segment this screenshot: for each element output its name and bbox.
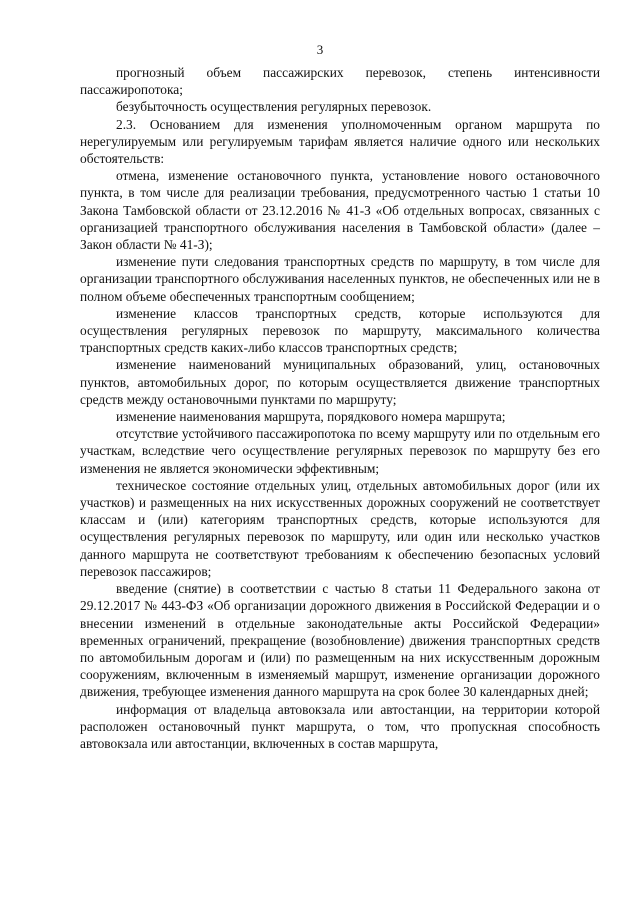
paragraph-stop-change: отмена, изменение остановочного пункта, установление нового остановочного пункта, в том числе для реализации требования, предусмотренного частью 1 статьи 10 Закона Тамбовской области от 23.12.2016 № 41-З «Об отдельных вопросах, связанных с организацией транспортного обслуживания населения в Тамбовской области» (далее – Закон области № 41-З); bbox=[80, 168, 600, 253]
paragraph-names-change: изменение наименований муниципальных образований, улиц, остановочных пунктов, автомобильных дорог, по которым осуществляется движение транспортных средств между остановочными пунктами по маршруту; bbox=[80, 357, 600, 407]
paragraph-bus-station-info: информация от владельца автовокзала или автостанции, на территории которой расположен остановочный пункт маршрута, о том, что пропускная способность автовокзала или автостанции, включенных в состав маршрута, bbox=[80, 701, 600, 751]
paragraph-forecast-volume: прогнозный объем пассажирских перевозок, степень интенсивности пассажиропотока; bbox=[80, 65, 600, 98]
paragraph-route-name-change: изменение наименования маршрута, порядкового номера маршрута; bbox=[116, 409, 506, 425]
paragraph-section-2-3: 2.3. Основанием для изменения уполномоченным органом маршрута по нерегулируемым или регулируемым тарифам является наличие одного или нескольких обстоятельств: bbox=[80, 116, 600, 167]
paragraph-passenger-flow: отсутствие устойчивого пассажиропотока по всему маршруту или по отдельным его участкам, вследствие чего осуществление регулярных перевозок по маршруту без его изменения не является экономически эффективным; bbox=[80, 426, 600, 476]
paragraph-vehicle-class-change: изменение классов транспортных средств, которые используются для осуществления регулярных перевозок по маршруту, максимального количества транспортных средств каких-либо классов транспортных средств; bbox=[80, 305, 600, 356]
paragraph-route-path-change: изменение пути следования транспортных средств по маршруту, в том числе для организации транспортного обслуживания населенных пунктов, не обеспеченных или не в полном объеме обеспеченных транспортным сообщением; bbox=[80, 254, 600, 304]
paragraph-technical-condition: техническое состояние отдельных улиц, отдельных автомобильных дорог (или их участков) и размещенных на них искусственных дорожных сооружений не соответствует классам и (или) категориям транспортных средств, которые используются для осуществления регулярных перевозок по маршруту, или один или несколько участков данного маршрута не соответствуют требованиям к обеспечению безопасных условий перевозок пассажиров; bbox=[80, 477, 600, 579]
paragraph-temporary-restrictions: введение (снятие) в соответствии с частью 8 статьи 11 Федерального закона от 29.12.2017 № 443-ФЗ «Об организации дорожного движения в Российской Федерации и о внесении изменений в отдельные законодательные акты Российской Федерации» временных ограничений, прекращение (возобновление) движения транспортных средств по автомобильным дорогам и (или) по размещенным на них искусственным дорожным сооружениям, включенным в изменяемый маршрут, изменение организации дорожного движения, требующее изменения данного маршрута на срок более 30 календарных дней; bbox=[80, 581, 600, 700]
page-number: 3 bbox=[316, 42, 324, 57]
paragraph-break-even: безубыточность осуществления регулярных перевозок. bbox=[116, 99, 432, 115]
document-body bbox=[80, 64, 600, 752]
